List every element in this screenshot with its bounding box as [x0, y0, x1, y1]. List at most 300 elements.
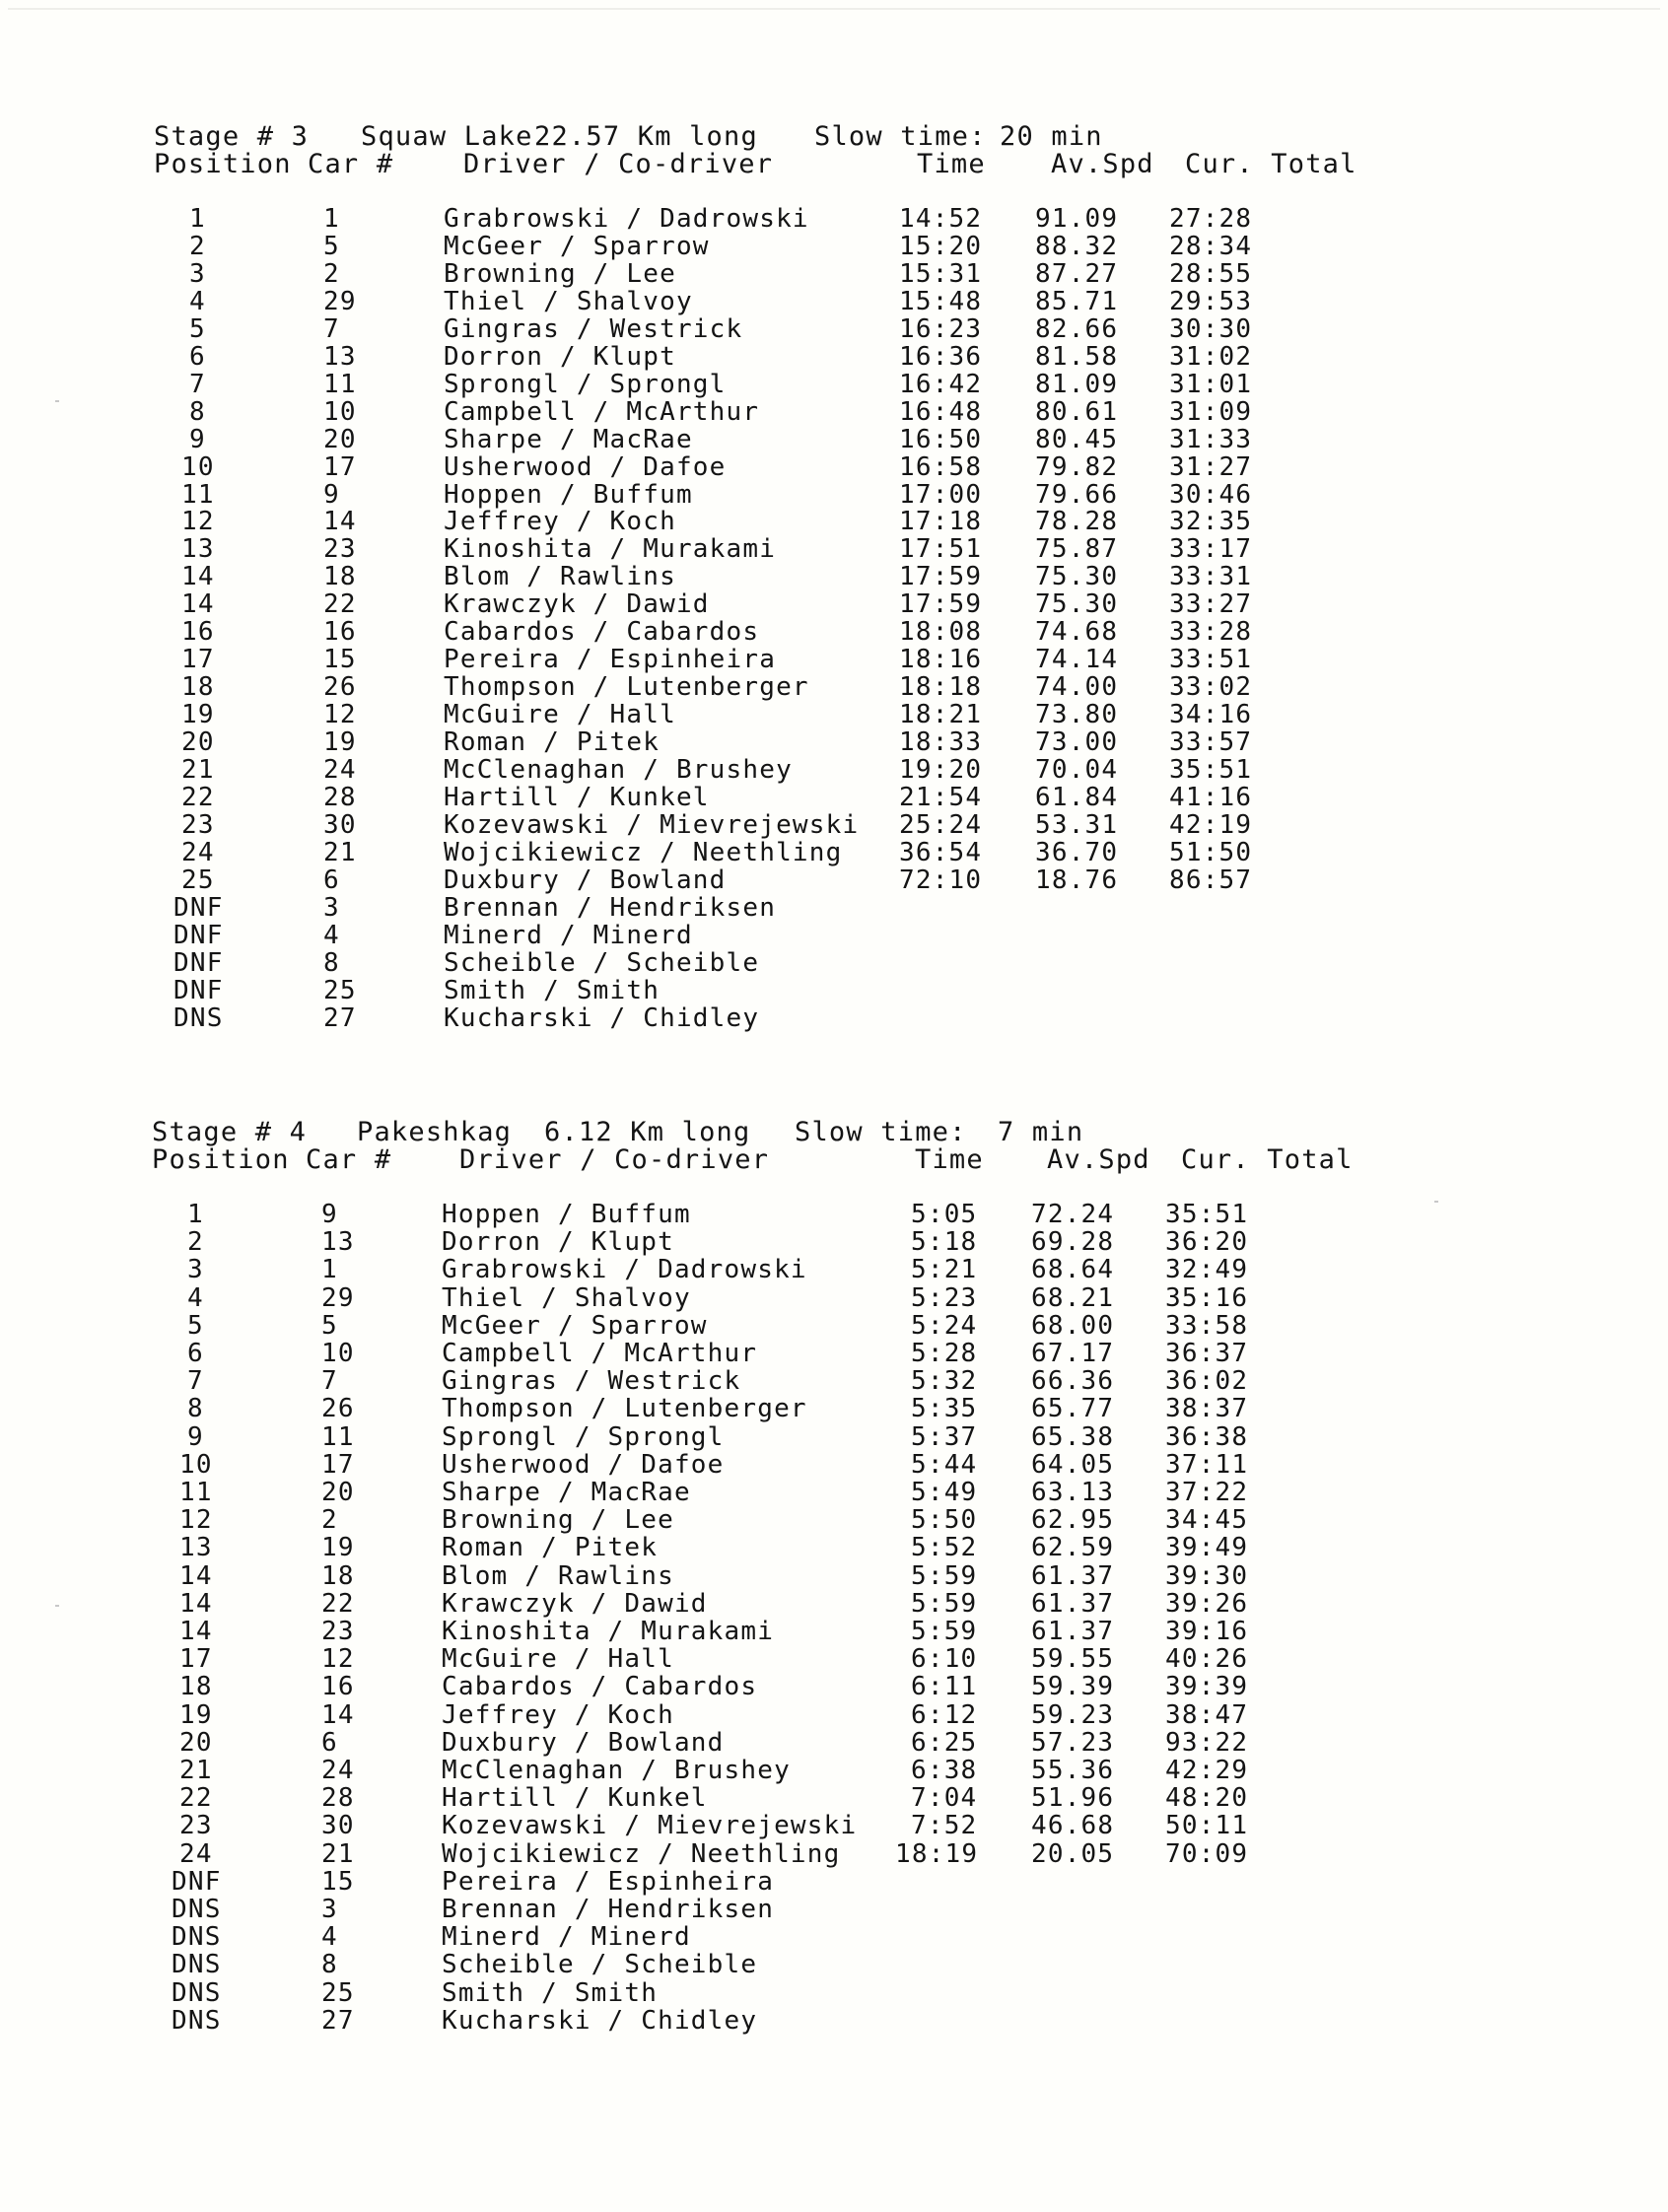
time-cell: 5:44: [911, 1450, 978, 1480]
col-car: Car #: [306, 1144, 392, 1175]
cumulative-total-cell: 30:46: [1169, 480, 1253, 510]
driver-codriver-cell: Kinoshita / Murakami: [444, 534, 777, 564]
slow-time-label: Slow time:: [795, 1117, 967, 1147]
cumulative-total-cell: 31:01: [1169, 370, 1253, 399]
table-row: [0, 535, 1668, 563]
cumulative-total-cell: 48:20: [1165, 1783, 1249, 1813]
car-number-cell: 8: [321, 1950, 338, 1979]
driver-codriver-cell: Thompson / Lutenberger: [442, 1394, 807, 1423]
time-cell: 5:21: [911, 1255, 978, 1284]
cumulative-total-cell: 34:16: [1169, 700, 1253, 729]
time-cell: 16:36: [899, 342, 983, 372]
driver-codriver-cell: Kozevawski / Mievrejewski: [444, 810, 860, 840]
car-number-cell: 1: [323, 204, 340, 234]
avg-speed-cell: 59.39: [1031, 1672, 1115, 1701]
driver-codriver-cell: Hoppen / Buffum: [442, 1200, 691, 1229]
position-cell: DNF: [174, 921, 224, 950]
car-number-cell: 27: [321, 2006, 355, 2036]
table-row: [0, 1367, 1668, 1395]
car-number-cell: 27: [323, 1003, 357, 1033]
col-position: Position: [154, 149, 292, 179]
table-row: [0, 288, 1668, 315]
slow-time-label: Slow time:: [814, 121, 987, 152]
driver-codriver-cell: Duxbury / Bowland: [442, 1728, 725, 1758]
cumulative-total-cell: 35:16: [1165, 1283, 1249, 1313]
table-row: [0, 618, 1668, 646]
driver-codriver-cell: Browning / Lee: [444, 259, 676, 289]
driver-codriver-cell: Brennan / Hendriksen: [444, 893, 777, 923]
cumulative-total-cell: 34:45: [1165, 1505, 1249, 1535]
table-row: [0, 1979, 1668, 2007]
cumulative-total-cell: 39:39: [1165, 1672, 1249, 1701]
table-row: [0, 784, 1668, 811]
avg-speed-cell: 68.00: [1031, 1311, 1115, 1341]
col-car: Car #: [308, 149, 394, 179]
position-cell: 7: [187, 1366, 204, 1396]
avg-speed-cell: 18.76: [1035, 865, 1119, 895]
driver-codriver-cell: Roman / Pitek: [442, 1533, 659, 1562]
car-number-cell: 20: [321, 1478, 355, 1507]
position-cell: 14: [181, 589, 215, 619]
driver-codriver-cell: Krawczyk / Dawid: [442, 1589, 708, 1619]
col-cur-total: Cur. Total: [1181, 1144, 1354, 1175]
car-number-cell: 24: [323, 755, 357, 785]
car-number-cell: 21: [321, 1839, 355, 1869]
car-number-cell: 1: [321, 1255, 338, 1284]
position-cell: 2: [189, 232, 206, 261]
avg-speed-cell: 66.36: [1031, 1366, 1115, 1396]
position-cell: 17: [179, 1644, 213, 1674]
position-cell: 20: [179, 1728, 213, 1758]
position-cell: 18: [181, 672, 215, 702]
cumulative-total-cell: 33:27: [1169, 589, 1253, 619]
position-cell: 12: [181, 507, 215, 536]
driver-codriver-cell: Hartill / Kunkel: [444, 783, 710, 812]
table-row: [0, 1951, 1668, 1978]
position-cell: 2: [187, 1227, 204, 1257]
driver-codriver-cell: Duxbury / Bowland: [444, 865, 727, 895]
table-row: [0, 563, 1668, 590]
avg-speed-cell: 57.23: [1031, 1728, 1115, 1758]
cumulative-total-cell: 36:02: [1165, 1366, 1249, 1396]
driver-codriver-cell: Dorron / Klupt: [444, 342, 676, 372]
time-cell: 18:19: [895, 1839, 979, 1869]
avg-speed-cell: 68.64: [1031, 1255, 1115, 1284]
avg-speed-cell: 68.21: [1031, 1283, 1115, 1313]
time-cell: 18:18: [899, 672, 983, 702]
time-cell: 17:59: [899, 562, 983, 591]
table-row: [0, 1562, 1668, 1590]
cumulative-total-cell: 86:57: [1169, 865, 1253, 895]
table-row: [0, 260, 1668, 288]
time-cell: 5:24: [911, 1311, 978, 1341]
car-number-cell: 15: [321, 1867, 355, 1897]
avg-speed-cell: 75.30: [1035, 562, 1119, 591]
car-number-cell: 5: [323, 232, 340, 261]
time-cell: 19:20: [899, 755, 983, 785]
time-cell: 5:32: [911, 1366, 978, 1396]
table-row: [0, 1004, 1668, 1032]
position-cell: 11: [181, 480, 215, 510]
driver-codriver-cell: Grabrowski / Dadrowski: [442, 1255, 807, 1284]
car-number-cell: 2: [321, 1505, 338, 1535]
car-number-cell: 14: [323, 507, 357, 536]
time-cell: 5:05: [911, 1200, 978, 1229]
position-cell: 23: [181, 810, 215, 840]
car-number-cell: 9: [321, 1200, 338, 1229]
avg-speed-cell: 59.55: [1031, 1644, 1115, 1674]
time-cell: 16:50: [899, 425, 983, 454]
time-cell: 5:35: [911, 1394, 978, 1423]
table-row: [0, 508, 1668, 535]
cumulative-total-cell: 36:37: [1165, 1339, 1249, 1368]
table-row: [0, 233, 1668, 260]
position-cell: 9: [189, 425, 206, 454]
driver-codriver-cell: Minerd / Minerd: [442, 1922, 691, 1952]
position-cell: 14: [179, 1561, 213, 1591]
car-number-cell: 26: [323, 672, 357, 702]
time-cell: 17:59: [899, 589, 983, 619]
avg-speed-cell: 79.66: [1035, 480, 1119, 510]
driver-codriver-cell: McGuire / Hall: [444, 700, 676, 729]
time-cell: 36:54: [899, 838, 983, 867]
time-cell: 18:33: [899, 727, 983, 757]
position-cell: 5: [189, 314, 206, 344]
time-cell: 5:28: [911, 1339, 978, 1368]
table-row: [0, 949, 1668, 977]
time-cell: 17:00: [899, 480, 983, 510]
car-number-cell: 28: [321, 1783, 355, 1813]
driver-codriver-cell: Hoppen / Buffum: [444, 480, 693, 510]
car-number-cell: 19: [323, 727, 357, 757]
position-cell: DNS: [172, 1950, 222, 1979]
position-cell: 8: [187, 1394, 204, 1423]
position-cell: 18: [179, 1672, 213, 1701]
table-row: [0, 1256, 1668, 1283]
cumulative-total-cell: 37:11: [1165, 1450, 1249, 1480]
stage-number: Stage # 3: [154, 121, 310, 152]
time-cell: 5:59: [911, 1589, 978, 1619]
cumulative-total-cell: 39:49: [1165, 1533, 1249, 1562]
position-cell: DNS: [174, 1003, 224, 1033]
cumulative-total-cell: 35:51: [1169, 755, 1253, 785]
table-row: [0, 894, 1668, 922]
car-number-cell: 4: [323, 921, 340, 950]
time-cell: 17:18: [899, 507, 983, 536]
position-cell: 17: [181, 645, 215, 674]
cumulative-total-cell: 39:16: [1165, 1617, 1249, 1646]
time-cell: 5:37: [911, 1422, 978, 1452]
cumulative-total-cell: 38:37: [1165, 1394, 1249, 1423]
avg-speed-cell: 70.04: [1035, 755, 1119, 785]
position-cell: 7: [189, 370, 206, 399]
table-row: [0, 205, 1668, 233]
time-cell: 18:08: [899, 617, 983, 647]
col-cur-total: Cur. Total: [1185, 149, 1357, 179]
avg-speed-cell: 87.27: [1035, 259, 1119, 289]
position-cell: 24: [181, 838, 215, 867]
time-cell: 25:24: [899, 810, 983, 840]
driver-codriver-cell: Gingras / Westrick: [444, 314, 743, 344]
time-cell: 6:10: [911, 1644, 978, 1674]
position-cell: 4: [189, 287, 206, 316]
position-cell: DNF: [174, 948, 224, 978]
driver-codriver-cell: Sharpe / MacRae: [442, 1478, 691, 1507]
avg-speed-cell: 62.95: [1031, 1505, 1115, 1535]
table-row: [0, 1645, 1668, 1673]
col-position: Position: [152, 1144, 290, 1175]
driver-codriver-cell: Grabrowski / Dadrowski: [444, 204, 809, 234]
cumulative-total-cell: 33:51: [1169, 645, 1253, 674]
position-cell: 24: [179, 1839, 213, 1869]
driver-codriver-cell: Usherwood / Dafoe: [444, 452, 727, 482]
time-cell: 15:20: [899, 232, 983, 261]
car-number-cell: 23: [323, 534, 357, 564]
time-cell: 14:52: [899, 204, 983, 234]
car-number-cell: 6: [321, 1728, 338, 1758]
cumulative-total-cell: 35:51: [1165, 1200, 1249, 1229]
car-number-cell: 29: [323, 287, 357, 316]
car-number-cell: 21: [323, 838, 357, 867]
cumulative-total-cell: 40:26: [1165, 1644, 1249, 1674]
driver-codriver-cell: Sharpe / MacRae: [444, 425, 693, 454]
time-cell: 16:58: [899, 452, 983, 482]
position-cell: 12: [179, 1505, 213, 1535]
position-cell: 16: [181, 617, 215, 647]
car-number-cell: 9: [323, 480, 340, 510]
table-row: [0, 1590, 1668, 1618]
driver-codriver-cell: Gingras / Westrick: [442, 1366, 741, 1396]
time-cell: 15:48: [899, 287, 983, 316]
position-cell: 22: [181, 783, 215, 812]
slow-time-value: 20 min: [1000, 121, 1103, 152]
table-row: [0, 481, 1668, 509]
driver-codriver-cell: Cabardos / Cabardos: [442, 1672, 758, 1701]
table-row: [0, 315, 1668, 343]
cumulative-total-cell: 31:02: [1169, 342, 1253, 372]
cumulative-total-cell: 32:35: [1169, 507, 1253, 536]
position-cell: 10: [179, 1450, 213, 1480]
driver-codriver-cell: Wojcikiewicz / Neethling: [442, 1839, 841, 1869]
avg-speed-cell: 64.05: [1031, 1450, 1115, 1480]
car-number-cell: 12: [321, 1644, 355, 1674]
col-avspd: Av.Spd: [1047, 1144, 1150, 1175]
driver-codriver-cell: Browning / Lee: [442, 1505, 674, 1535]
avg-speed-cell: 91.09: [1035, 204, 1119, 234]
car-number-cell: 30: [323, 810, 357, 840]
car-number-cell: 29: [321, 1283, 355, 1313]
table-row: [0, 977, 1668, 1004]
cumulative-total-cell: 33:57: [1169, 727, 1253, 757]
slow-time-value: 7 min: [998, 1117, 1084, 1147]
car-number-cell: 30: [321, 1811, 355, 1840]
time-cell: 16:23: [899, 314, 983, 344]
cumulative-total-cell: 42:19: [1169, 810, 1253, 840]
driver-codriver-cell: Kozevawski / Mievrejewski: [442, 1811, 858, 1840]
position-cell: 13: [179, 1533, 213, 1562]
cumulative-total-cell: 33:28: [1169, 617, 1253, 647]
driver-codriver-cell: Blom / Rawlins: [442, 1561, 674, 1591]
avg-speed-cell: 65.77: [1031, 1394, 1115, 1423]
driver-codriver-cell: Kinoshita / Murakami: [442, 1617, 775, 1646]
car-number-cell: 7: [323, 314, 340, 344]
car-number-cell: 18: [323, 562, 357, 591]
time-cell: 16:42: [899, 370, 983, 399]
car-number-cell: 2: [323, 259, 340, 289]
cumulative-total-cell: 31:27: [1169, 452, 1253, 482]
table-row: [0, 756, 1668, 784]
car-number-cell: 25: [321, 1978, 355, 2008]
driver-codriver-cell: Thiel / Shalvoy: [442, 1283, 691, 1313]
position-cell: DNF: [172, 1867, 222, 1897]
position-cell: 14: [179, 1617, 213, 1646]
driver-codriver-cell: Krawczyk / Dawid: [444, 589, 710, 619]
avg-speed-cell: 82.66: [1035, 314, 1119, 344]
driver-codriver-cell: Roman / Pitek: [444, 727, 660, 757]
time-cell: 5:52: [911, 1533, 978, 1562]
time-cell: 7:04: [911, 1783, 978, 1813]
cumulative-total-cell: 28:55: [1169, 259, 1253, 289]
table-row: [0, 453, 1668, 481]
table-row: [0, 866, 1668, 894]
table-row: [0, 1673, 1668, 1700]
time-cell: 17:51: [899, 534, 983, 564]
car-number-cell: 24: [321, 1756, 355, 1785]
table-row: [0, 1812, 1668, 1839]
table-row: [0, 1284, 1668, 1312]
avg-speed-cell: 69.28: [1031, 1227, 1115, 1257]
avg-speed-cell: 78.28: [1035, 507, 1119, 536]
position-cell: 25: [181, 865, 215, 895]
table-row: [0, 1868, 1668, 1896]
table-row: [0, 673, 1668, 701]
avg-speed-cell: 73.80: [1035, 700, 1119, 729]
avg-speed-cell: 85.71: [1035, 287, 1119, 316]
stage-length: 22.57 Km long: [534, 121, 758, 152]
table-row: [0, 1423, 1668, 1451]
col-driver: Driver / Co-driver: [463, 149, 774, 179]
car-number-cell: 10: [323, 397, 357, 427]
position-cell: DNF: [174, 976, 224, 1005]
driver-codriver-cell: Usherwood / Dafoe: [442, 1450, 725, 1480]
time-cell: 72:10: [899, 865, 983, 895]
car-number-cell: 18: [321, 1561, 355, 1591]
table-row: [0, 1312, 1668, 1340]
position-cell: 3: [187, 1255, 204, 1284]
avg-speed-cell: 61.37: [1031, 1617, 1115, 1646]
driver-codriver-cell: Minerd / Minerd: [444, 921, 693, 950]
cumulative-total-cell: 51:50: [1169, 838, 1253, 867]
driver-codriver-cell: Smith / Smith: [442, 1978, 659, 2008]
time-cell: 16:48: [899, 397, 983, 427]
car-number-cell: 26: [321, 1394, 355, 1423]
table-row: [0, 398, 1668, 426]
position-cell: 10: [181, 452, 215, 482]
car-number-cell: 19: [321, 1533, 355, 1562]
driver-codriver-cell: Pereira / Espinheira: [444, 645, 777, 674]
cumulative-total-cell: 39:30: [1165, 1561, 1249, 1591]
table-row: [0, 1840, 1668, 1868]
position-cell: 23: [179, 1811, 213, 1840]
driver-codriver-cell: Sprongl / Sprongl: [442, 1422, 725, 1452]
stage-name: Pakeshkag: [357, 1117, 513, 1147]
position-cell: 4: [187, 1283, 204, 1313]
car-number-cell: 28: [323, 783, 357, 812]
time-cell: 5:59: [911, 1561, 978, 1591]
time-cell: 6:25: [911, 1728, 978, 1758]
cumulative-total-cell: 31:33: [1169, 425, 1253, 454]
position-cell: DNS: [172, 1895, 222, 1924]
avg-speed-cell: 61.37: [1031, 1561, 1115, 1591]
cumulative-total-cell: 39:26: [1165, 1589, 1249, 1619]
position-cell: DNF: [174, 893, 224, 923]
table-row: [0, 343, 1668, 371]
position-cell: 1: [189, 204, 206, 234]
time-cell: 15:31: [899, 259, 983, 289]
avg-speed-cell: 88.32: [1035, 232, 1119, 261]
driver-codriver-cell: Thompson / Lutenberger: [444, 672, 809, 702]
car-number-cell: 16: [321, 1672, 355, 1701]
avg-speed-cell: 75.30: [1035, 589, 1119, 619]
avg-speed-cell: 67.17: [1031, 1339, 1115, 1368]
driver-codriver-cell: McClenaghan / Brushey: [442, 1756, 791, 1785]
time-cell: 18:16: [899, 645, 983, 674]
avg-speed-cell: 63.13: [1031, 1478, 1115, 1507]
driver-codriver-cell: Smith / Smith: [444, 976, 660, 1005]
avg-speed-cell: 53.31: [1035, 810, 1119, 840]
col-time: Time: [915, 1144, 984, 1175]
cumulative-total-cell: 31:09: [1169, 397, 1253, 427]
avg-speed-cell: 20.05: [1031, 1839, 1115, 1869]
driver-codriver-cell: Cabardos / Cabardos: [444, 617, 760, 647]
avg-speed-cell: 74.68: [1035, 617, 1119, 647]
driver-codriver-cell: Thiel / Shalvoy: [444, 287, 693, 316]
driver-codriver-cell: McGeer / Sparrow: [442, 1311, 708, 1341]
table-row: [0, 1896, 1668, 1923]
cumulative-total-cell: 37:22: [1165, 1478, 1249, 1507]
table-row: [0, 1506, 1668, 1534]
cumulative-total-cell: 29:53: [1169, 287, 1253, 316]
driver-codriver-cell: Jeffrey / Koch: [444, 507, 676, 536]
avg-speed-cell: 75.87: [1035, 534, 1119, 564]
table-row: [0, 590, 1668, 618]
avg-speed-cell: 74.14: [1035, 645, 1119, 674]
table-row: [0, 701, 1668, 728]
position-cell: 1: [187, 1200, 204, 1229]
cumulative-total-cell: 36:38: [1165, 1422, 1249, 1452]
cumulative-total-cell: 32:49: [1165, 1255, 1249, 1284]
car-number-cell: 11: [323, 370, 357, 399]
car-number-cell: 7: [321, 1366, 338, 1396]
col-time: Time: [917, 149, 986, 179]
col-avspd: Av.Spd: [1051, 149, 1154, 179]
avg-speed-cell: 59.23: [1031, 1700, 1115, 1730]
table-row: [0, 1479, 1668, 1506]
cumulative-total-cell: 30:30: [1169, 314, 1253, 344]
driver-codriver-cell: Kucharski / Chidley: [442, 2006, 758, 2036]
table-row: [0, 1534, 1668, 1561]
table-row: [0, 1784, 1668, 1812]
driver-codriver-cell: Pereira / Espinheira: [442, 1867, 775, 1897]
car-number-cell: 3: [323, 893, 340, 923]
driver-codriver-cell: Kucharski / Chidley: [444, 1003, 760, 1033]
table-row: [0, 1451, 1668, 1479]
position-cell: 19: [179, 1700, 213, 1730]
car-number-cell: 20: [323, 425, 357, 454]
time-cell: 5:18: [911, 1227, 978, 1257]
col-driver: Driver / Co-driver: [459, 1144, 770, 1175]
avg-speed-cell: 73.00: [1035, 727, 1119, 757]
